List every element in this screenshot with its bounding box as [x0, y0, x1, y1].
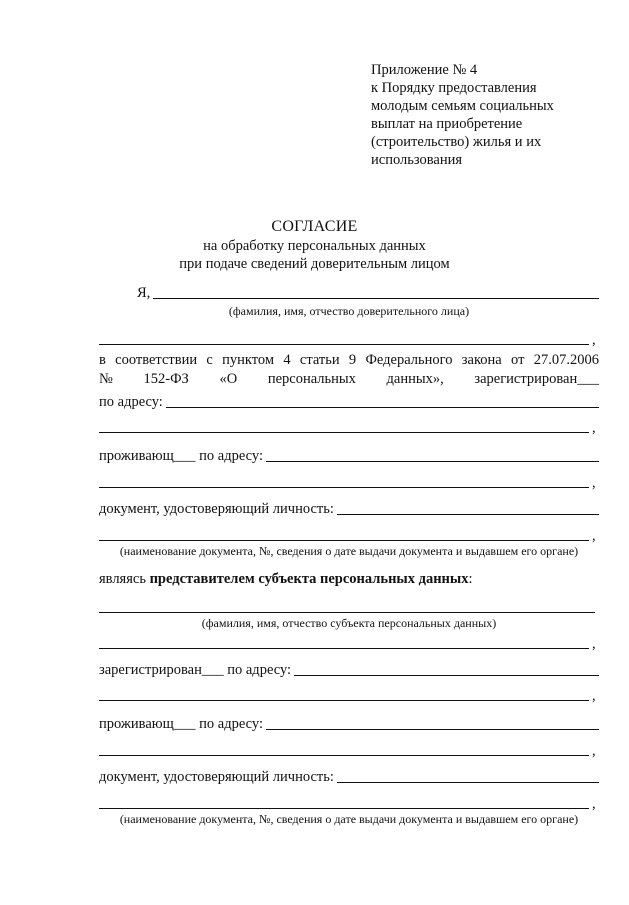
ya-row [137, 285, 599, 302]
comma: , [592, 743, 596, 759]
subject-name-note: (фамилия, имя, отчество субъекта персональных данных) [201, 616, 497, 630]
trustee-name-note: (фамилия, имя, отчество доверительного лица) [228, 304, 470, 318]
document-label-2: документ, удостоверяющий личность: [99, 769, 334, 785]
address-label: по адресу: [99, 394, 163, 410]
comma: , [592, 636, 596, 652]
word: «О [219, 371, 238, 387]
appendix-line: выплат на приобретение [371, 116, 523, 132]
subject-residence-continuation-field[interactable] [99, 755, 589, 756]
word: № [99, 371, 113, 387]
subject-registration-continuation-field[interactable] [99, 700, 589, 701]
word: 152-ФЗ [143, 371, 189, 387]
document-continuation-field[interactable] [99, 540, 589, 541]
word: от [511, 352, 525, 368]
word: 9 [348, 352, 357, 368]
document-row [99, 501, 599, 518]
law-reference [99, 352, 599, 388]
trustee-name-continuation-field[interactable] [99, 344, 589, 345]
law-line-1 [99, 352, 599, 369]
appendix-line: использования [371, 152, 463, 168]
subject-document-field[interactable] [337, 781, 599, 783]
subject-document-row [99, 769, 599, 786]
document-title: СОГЛАСИЕ [271, 218, 358, 235]
word: с [206, 352, 213, 368]
representative-bold: представителем субъекта персональных данных [149, 571, 469, 587]
registration-address-continuation-field[interactable] [99, 432, 589, 433]
document-field[interactable] [337, 513, 599, 515]
subject-residence-row [99, 716, 599, 733]
document-note: (наименование документа, №, сведения о дате выдачи документа и выдавшем его органе) [119, 544, 579, 558]
subject-document-continuation-field[interactable] [99, 808, 589, 809]
appendix-line: Приложение № 4 [371, 62, 478, 78]
registered-label: зарегистрирован___ по адресу: [99, 662, 292, 678]
law-line-2 [99, 371, 599, 388]
comma: , [592, 420, 596, 436]
document-subtitle: на обработку персональных данных [203, 238, 426, 254]
word: соответствии [115, 352, 198, 368]
comma: , [592, 332, 596, 348]
appendix-line: (строительство) жилья и их [371, 134, 542, 150]
document-subtitle: при подаче сведений доверительным лицом [179, 256, 450, 272]
word: пунктом [222, 352, 275, 368]
word: Федерального [365, 352, 453, 368]
subject-document-note: (наименование документа, №, сведения о дате выдачи документа и выдавшем его органе) [119, 812, 579, 826]
residing-label-2: проживающ___ по адресу: [99, 716, 263, 732]
comma: , [592, 528, 596, 544]
residence-address-row [99, 448, 599, 465]
registration-address-row [99, 394, 599, 411]
word: 4 [283, 352, 291, 368]
representative-prefix: являясь [99, 571, 150, 587]
comma: , [592, 475, 596, 491]
subject-registration-row [99, 662, 599, 679]
appendix-block [371, 61, 554, 169]
word: персональных [267, 371, 356, 387]
registration-address-field[interactable] [166, 406, 599, 408]
appendix-line: молодым семьям социальных [371, 98, 554, 114]
appendix-line: к Порядку предоставления [371, 80, 537, 96]
residing-label: проживающ___ по адресу: [99, 448, 263, 464]
subject-registration-field[interactable] [294, 674, 599, 676]
residence-address-field[interactable] [266, 460, 599, 462]
word: зарегистрирован___ [474, 371, 599, 387]
subject-name-field[interactable] [99, 612, 595, 613]
subject-residence-field[interactable] [266, 728, 599, 730]
ya-label: Я, [137, 285, 151, 301]
subject-name-continuation-field[interactable] [99, 648, 589, 649]
representative-suffix: : [468, 571, 473, 587]
word: статьи [299, 352, 340, 368]
comma: , [592, 688, 596, 704]
word: данных», [386, 371, 444, 387]
word: 27.07.2006 [533, 352, 599, 368]
representative-line [99, 571, 473, 588]
trustee-name-field[interactable] [153, 297, 599, 299]
residence-address-continuation-field[interactable] [99, 487, 589, 488]
word: в [99, 352, 106, 368]
comma: , [592, 796, 596, 812]
word: закона [461, 352, 502, 368]
document-label: документ, удостоверяющий личность: [99, 501, 334, 517]
